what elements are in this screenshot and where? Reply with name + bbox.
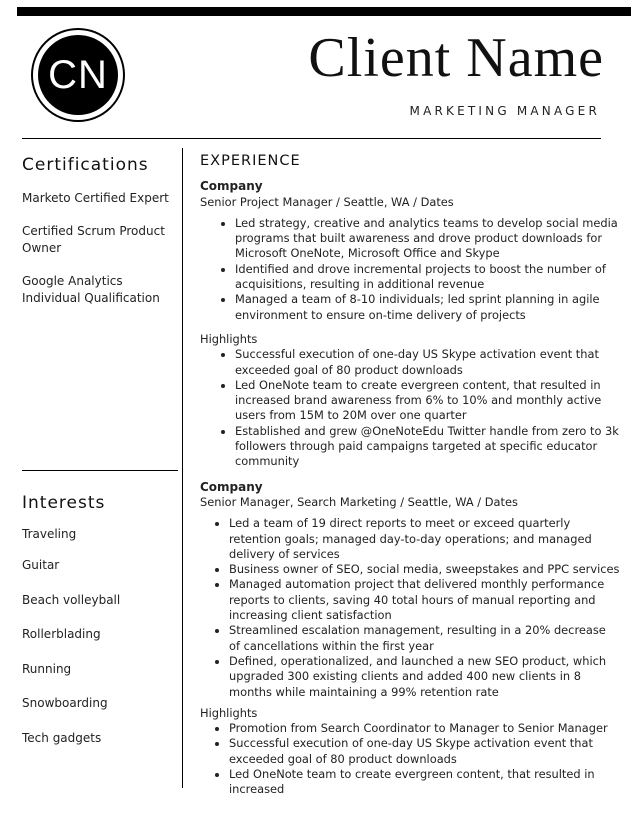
highlight-item: • Led OneNote team to create evergreen content, that resulted in increased — [229, 767, 620, 798]
highlight-item: • Successful execution of one-day US Skype activation event that exceeded goal of 80 product downloads — [235, 347, 620, 378]
experience-section — [200, 154, 620, 798]
bullet-item: • Business owner of SEO, social media, sweepstakes and PPC services — [229, 562, 620, 577]
column-divider — [182, 148, 183, 788]
bullet-item: • Streamlined escalation management, resulting in a 20% decrease of cancellations within the first year — [229, 623, 620, 654]
interest-item: Guitar — [22, 558, 60, 572]
certification-item: Google Analytics Individual Qualification — [22, 274, 160, 305]
highlight-bullets — [200, 721, 620, 797]
job-position: Senior Manager, Search Marketing / Seattle, WA / Dates — [200, 494, 518, 509]
interest-item: Traveling — [22, 527, 77, 541]
bullet-item: • Identified and drove incremental projects to boost the number of acquisitions, resulting in additional revenue — [235, 262, 620, 293]
certification-item: Marketo Certified Expert — [22, 191, 169, 205]
interests-heading: Interests — [22, 493, 106, 513]
certification-item: Certified Scrum Product Owner — [22, 224, 165, 255]
header-divider — [22, 138, 601, 139]
interest-item: Beach volleyball — [22, 593, 121, 607]
job-bullets — [200, 216, 620, 323]
client-name: Client Name — [308, 27, 604, 89]
company-name: Company — [200, 479, 263, 494]
highlights-label: Highlights — [200, 331, 258, 346]
highlight-item: • Established and grew @OneNoteEdu Twitter handle from zero to 3k followers through paid campaigns targeted at specific educator community — [235, 424, 620, 470]
interest-item: Rollerblading — [22, 627, 101, 641]
interest-item: Snowboarding — [22, 696, 108, 710]
job-position: Senior Project Manager / Seattle, WA / Dates — [200, 194, 454, 209]
top-rule — [17, 7, 631, 16]
highlight-item: • Promotion from Search Coordinator to Manager to Senior Manager — [229, 721, 620, 736]
monogram-logo — [31, 28, 125, 122]
job-bullets — [200, 516, 620, 700]
company-name: Company — [200, 179, 263, 194]
sidebar-divider — [22, 470, 178, 471]
certifications-heading: Certifications — [22, 155, 149, 175]
interest-item: Running — [22, 662, 72, 676]
bullet-item: • Led strategy, creative and analytics teams to develop social media programs that built awareness and drove product downloads for Microsoft OneNote, Microsoft Office and Skype — [235, 216, 620, 262]
bullet-item: • Led a team of 19 direct reports to meet or exceed quarterly retention goals; managed day-to-day operations; and managed delivery of services — [229, 516, 620, 562]
interest-item: Tech gadgets — [22, 731, 102, 745]
job-title: MARKETING MANAGER — [409, 104, 600, 118]
highlights-label: Highlights — [200, 705, 258, 720]
job-entry — [200, 179, 620, 469]
highlight-item: • Led OneNote team to create evergreen content, that resulted in increased brand awareness from 6% to 10% and monthly active users from 15M to 20M over one quarter — [235, 378, 620, 424]
bullet-item: • Managed a team of 8-10 individuals; led sprint planning in agile environment to ensure on-time delivery of projects — [235, 292, 620, 323]
bullet-item: • Defined, operationalized, and launched a new SEO product, which upgraded 300 existing clients and added 400 new clients in 8 months while maintaining a 99% retention rate — [229, 654, 620, 700]
experience-heading: EXPERIENCE — [200, 153, 301, 169]
job-entry — [200, 480, 620, 798]
highlight-item: • Successful execution of one-day US Skype activation event that exceeded goal of 80 product downloads — [229, 736, 620, 767]
monogram-text: CN — [38, 35, 118, 115]
bullet-item: • Managed automation project that delivered monthly performance reports to clients, saving 40 total hours of manual reporting and increasing client satisfaction — [229, 577, 620, 623]
highlight-bullets — [200, 347, 620, 469]
